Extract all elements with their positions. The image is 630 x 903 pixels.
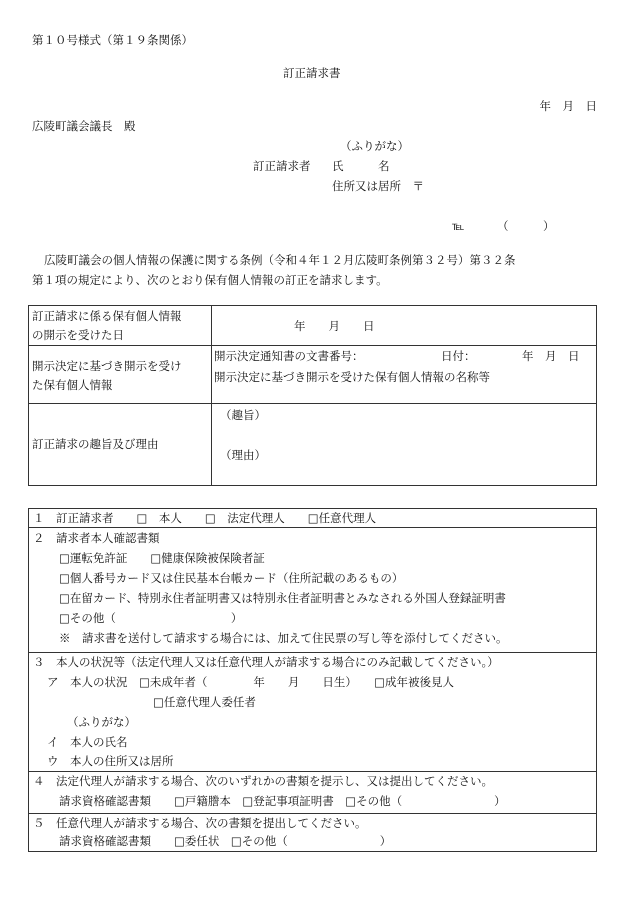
disclosure-info-table (28, 305, 597, 486)
row1-label-cell (29, 306, 212, 346)
doc-date-label: 日付： (441, 349, 476, 363)
section2-note: ※ 請求書を送付して請求する場合には、加えて住民票の写し等を添付してください。 (59, 631, 508, 645)
row1-label-line2: の開示を受けた日 (32, 328, 124, 342)
requester-address-label: 住所又は居所 〒 (332, 179, 424, 193)
requester-label: 訂正請求者 (253, 159, 311, 173)
row2-value-cell[interactable] (212, 346, 597, 404)
section3-title: ３ 本人の状況等（法定代理人又は任意代理人が請求する場合にのみ記載してください。） (33, 655, 499, 669)
section5-documents[interactable]: 請求資格確認書類 □委任状 □その他（ ） (59, 834, 392, 848)
table-row (29, 346, 597, 404)
row2-label-line2: た保有個人情報 (32, 378, 113, 392)
section4-documents[interactable]: 請求資格確認書類 □戸籍謄本 □登記事項証明書 □その他（ ） (59, 794, 506, 808)
row2-label-line1: 開示決定に基づき開示を受け (32, 359, 182, 373)
section3-person-status[interactable]: ア 本人の状況 □未成年者（ 年 月 日生） □成年被後見人 (47, 675, 454, 689)
requester-tel-paren: （ ） (497, 219, 555, 233)
divider (29, 527, 596, 528)
section3-furigana: （ふりがな） (67, 715, 136, 729)
date-line: 年 月 日 (539, 99, 597, 113)
requester-info-box (28, 508, 597, 852)
disclosure-date: 年 月 日 (294, 319, 375, 333)
table-row (29, 306, 597, 346)
divider (29, 652, 596, 653)
reason-label: （理由） (220, 448, 266, 462)
section2-title: ２ 請求者本人確認書類 (33, 531, 160, 545)
row1-label-line1: 訂正請求に係る保有個人情報 (32, 309, 182, 323)
section2-license-insurance[interactable]: □運転免許証 □健康保険被保険者証 (59, 551, 265, 565)
section2-mynumber-card[interactable]: □個人番号カード又は住民基本台帳カード（住所記載のあるもの） (59, 571, 404, 585)
table-row (29, 404, 597, 486)
section3-proxy-delegator[interactable]: □任意代理人委任者 (153, 695, 256, 709)
requester-name-label: 氏 名 (332, 159, 390, 173)
intro-line-1: 広陵町議会の個人情報の保護に関する条例（令和４年１２月広陵町条例第３２号）第３２条 (44, 253, 516, 267)
doc-number-label: 開示決定通知書の文書番号： (214, 349, 364, 363)
divider (29, 771, 596, 772)
intro-line-2: 第１項の規定により、次のとおり保有個人情報の訂正を請求します。 (32, 273, 388, 287)
row2-label-cell (29, 346, 212, 404)
section3-person-name: イ 本人の氏名 (47, 735, 128, 749)
page-title: 訂正請求書 (283, 66, 341, 80)
section4-title: ４ 法定代理人が請求する場合、次のいずれかの書類を提示し、又は提出してください。 (33, 774, 493, 788)
requester-tel-label: ℡ (452, 219, 465, 233)
row1-value-cell[interactable] (212, 306, 597, 346)
row3-label-cell (29, 404, 212, 486)
section3-person-address: ウ 本人の住所又は居所 (47, 754, 174, 768)
divider (29, 813, 596, 814)
purpose-label: （趣旨） (220, 408, 266, 422)
form-number: 第１０号様式（第１９条関係） (32, 33, 193, 47)
row3-label: 訂正請求の趣旨及び理由 (32, 437, 159, 451)
section2-other[interactable]: □その他（ ） (59, 611, 243, 625)
disclosed-info-name-label: 開示決定に基づき開示を受けた保有個人情報の名称等 (214, 370, 490, 384)
doc-date-ymd: 年 月 日 (522, 349, 580, 363)
addressee: 広陵町議会議長 殿 (32, 119, 136, 133)
section1-requester-type: １ 訂正請求者 □ 本人 □ 法定代理人 □任意代理人 (33, 511, 377, 525)
section2-residence-card[interactable]: □在留カード、特別永住者証明書又は特別永住者証明書とみなされる外国人登録証明書 (59, 591, 506, 605)
requester-furigana: （ふりがな） (340, 139, 409, 153)
section5-title: ５ 任意代理人が請求する場合、次の書類を提出してください。 (33, 816, 367, 830)
row3-value-cell[interactable] (212, 404, 597, 486)
